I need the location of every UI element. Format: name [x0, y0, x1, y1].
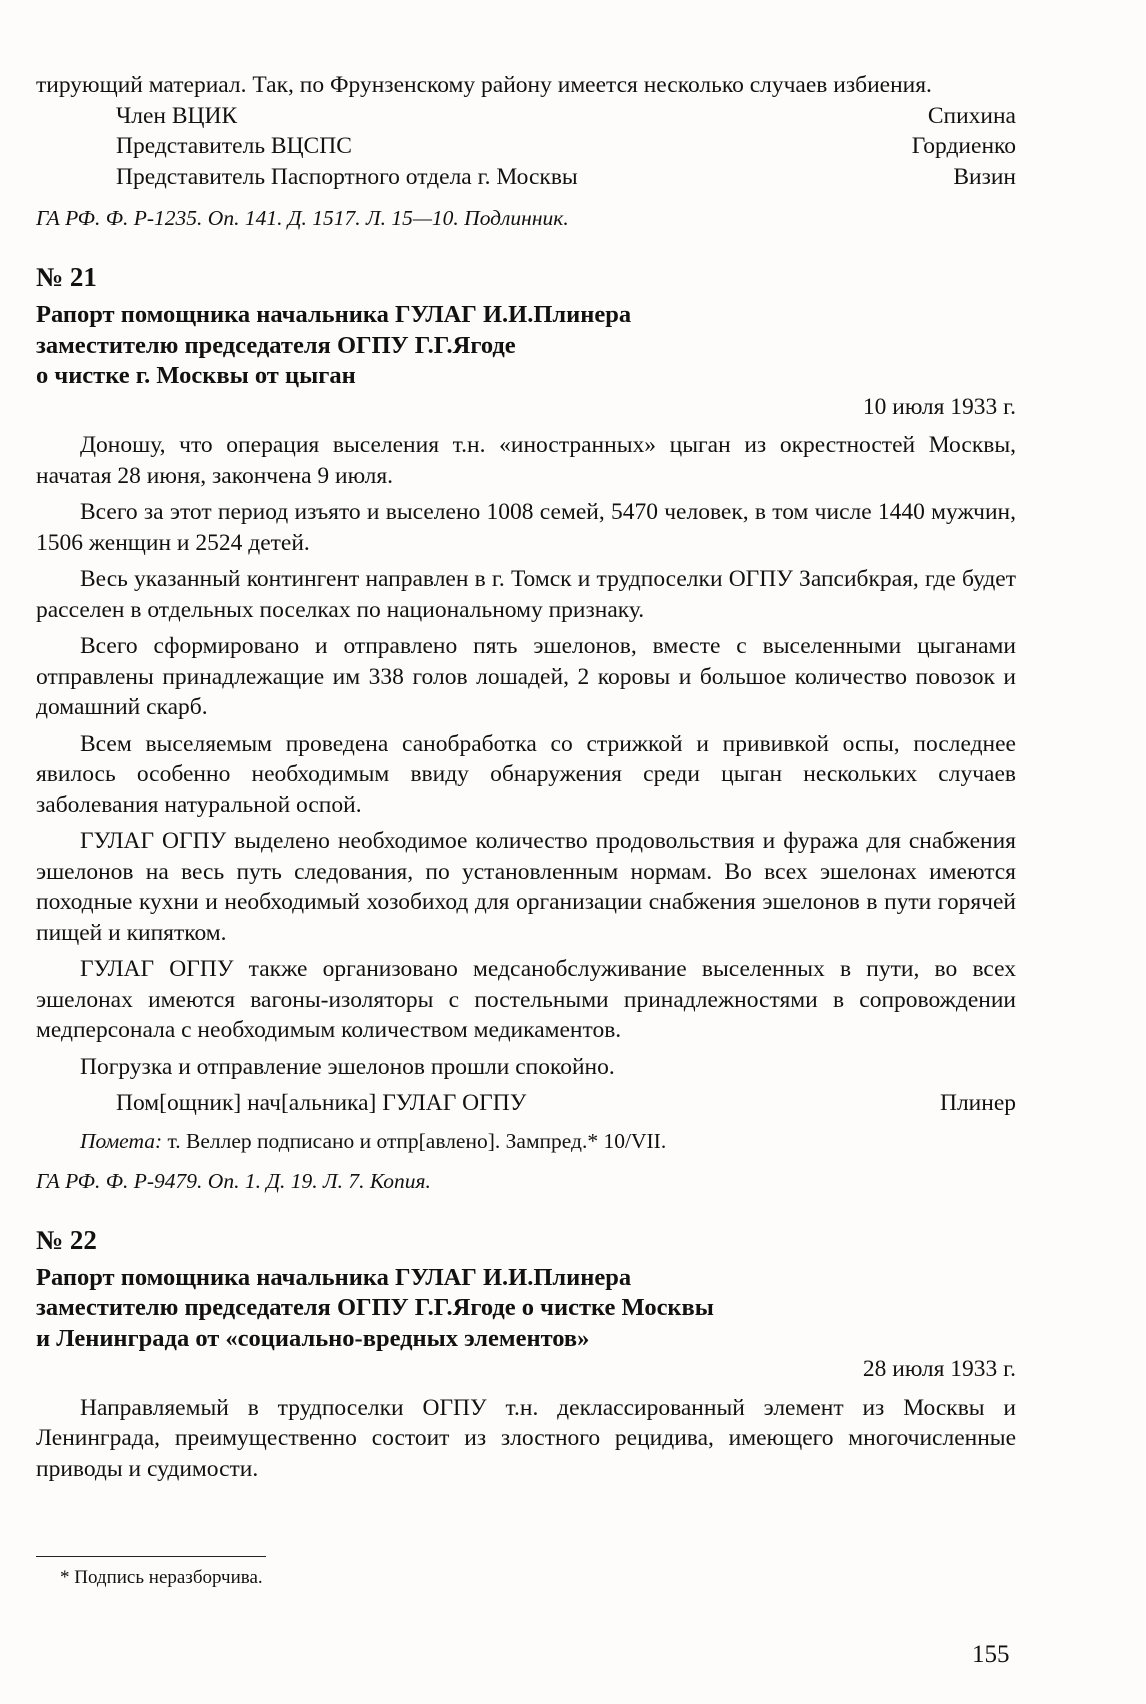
footnote-divider	[36, 1556, 266, 1557]
signature-role: Представитель ВЦСПС	[116, 133, 352, 159]
body-paragraph: Направляемый в трудпоселки ОГПУ т.н. деклассированный элемент из Москвы и Ленинграда, преимущественно состоит из злостного рецидива, имеющего многочисленные приводы и судимости.	[36, 1394, 1016, 1482]
body-paragraph: Всего за этот период изъято и выселено 1008 семей, 5470 человек, в том числе 1440 мужчин, 1506 женщин и 2524 детей.	[36, 499, 1016, 556]
document-number: № 22	[36, 1224, 97, 1255]
body-paragraph: ГУЛАГ ОГПУ выделено необходимое количество продовольствия и фуража для снабжения эшелонов на весь путь следования, по установленным нормам. Во всех эшелонах имеются походные кухни и необходимый хозобиход для организации снабжения эшелонов в пути горячей пищей и кипятком.	[36, 828, 1016, 946]
document-title-line: заместителю председателя ОГПУ Г.Г.Ягоде о чистке Москвы	[36, 1294, 714, 1321]
signature-row	[36, 131, 1016, 162]
document-number: № 21	[36, 262, 97, 292]
signature-name: Плинер	[939, 1090, 1016, 1116]
body-paragraph: Весь указанный контингент направлен в г. Томск и трудпоселки ОГПУ Запсибкрая, где будет расселен в отдельных поселках по национальному признаку.	[36, 566, 1016, 623]
body-paragraph: Всем выселяемым проведена санобработка со стрижкой и прививкой оспы, последнее явилось особенно необходимым ввиду обнаружения среди цыган нескольких случаев заболевания натуральной оспой.	[36, 730, 1016, 818]
archive-source: ГА РФ. Ф. Р-9479. Оп. 1. Д. 19. Л. 7. Копия.	[36, 1168, 431, 1193]
annotation-text: т. Веллер подписано и отпр[авлено]. Зампред.* 10/VII.	[162, 1128, 667, 1153]
body-paragraph: Доношу, что операция выселения т.н. «иностранных» цыган из окрестностей Москвы, начатая 28 июня, закончена 9 июля.	[36, 432, 1016, 489]
body-paragraph: Всего сформировано и отправлено пять эшелонов, вместе с выселенными цыганами отправлены принадлежащие им 338 голов лошадей, 2 коровы и большое количество повозок и домашний скарб.	[36, 633, 1016, 720]
annotation-label: Помета:	[80, 1128, 163, 1153]
signature-role: Пом[ощник] нач[альника] ГУЛАГ ОГПУ	[116, 1090, 527, 1116]
page-number: 155	[972, 1641, 1010, 1668]
footnote: * Подпись неразборчива.	[60, 1567, 263, 1588]
document-date: 10 июля 1933 г.	[862, 393, 1016, 420]
document-title-line: Рапорт помощника начальника ГУЛАГ И.И.Плинера	[36, 1263, 632, 1291]
archive-source: ГА РФ. Ф. Р-1235. Оп. 141. Д. 1517. Л. 15—10. Подлинник.	[36, 206, 569, 230]
signature-row	[36, 162, 1016, 193]
signature-row	[36, 101, 1016, 132]
signature-row	[36, 1088, 1016, 1119]
page-content	[36, 70, 1016, 1484]
signature-block-1	[36, 101, 1016, 193]
annotation	[36, 1127, 1016, 1155]
signature-role: Член ВЦИК	[116, 102, 238, 129]
body-paragraph: Погрузка и отправление эшелонов прошли спокойно.	[80, 1053, 615, 1080]
signature-role: Представитель Паспортного отдела г. Москвы	[116, 163, 578, 190]
document-title-line: о чистке г. Москвы от цыган	[36, 362, 356, 389]
signature-name: Гордиенко	[911, 133, 1016, 159]
document-title-line: заместителю председателя ОГПУ Г.Г.Ягоде	[36, 331, 516, 359]
signature-name: Спихина	[927, 102, 1016, 129]
signature-name: Визин	[953, 163, 1016, 190]
document-date: 28 июля 1933 г.	[862, 1356, 1016, 1382]
document-title-line: и Ленинграда от «социально-вредных элементов»	[36, 1324, 590, 1352]
body-paragraph: ГУЛАГ ОГПУ также организовано медсанобслуживание выселенных в пути, во всех эшелонах имеются вагоны-изоляторы с постельными принадлежностями в сопровождении медперсонала с необходимым количеством медикаментов.	[36, 956, 1016, 1043]
document-title-line: Рапорт помощника начальника ГУЛАГ И.И.Плинера	[36, 301, 632, 328]
continuation-paragraph: тирующий материал. Так, по Фрунзенскому району имеется несколько случаев избиения.	[36, 72, 932, 98]
